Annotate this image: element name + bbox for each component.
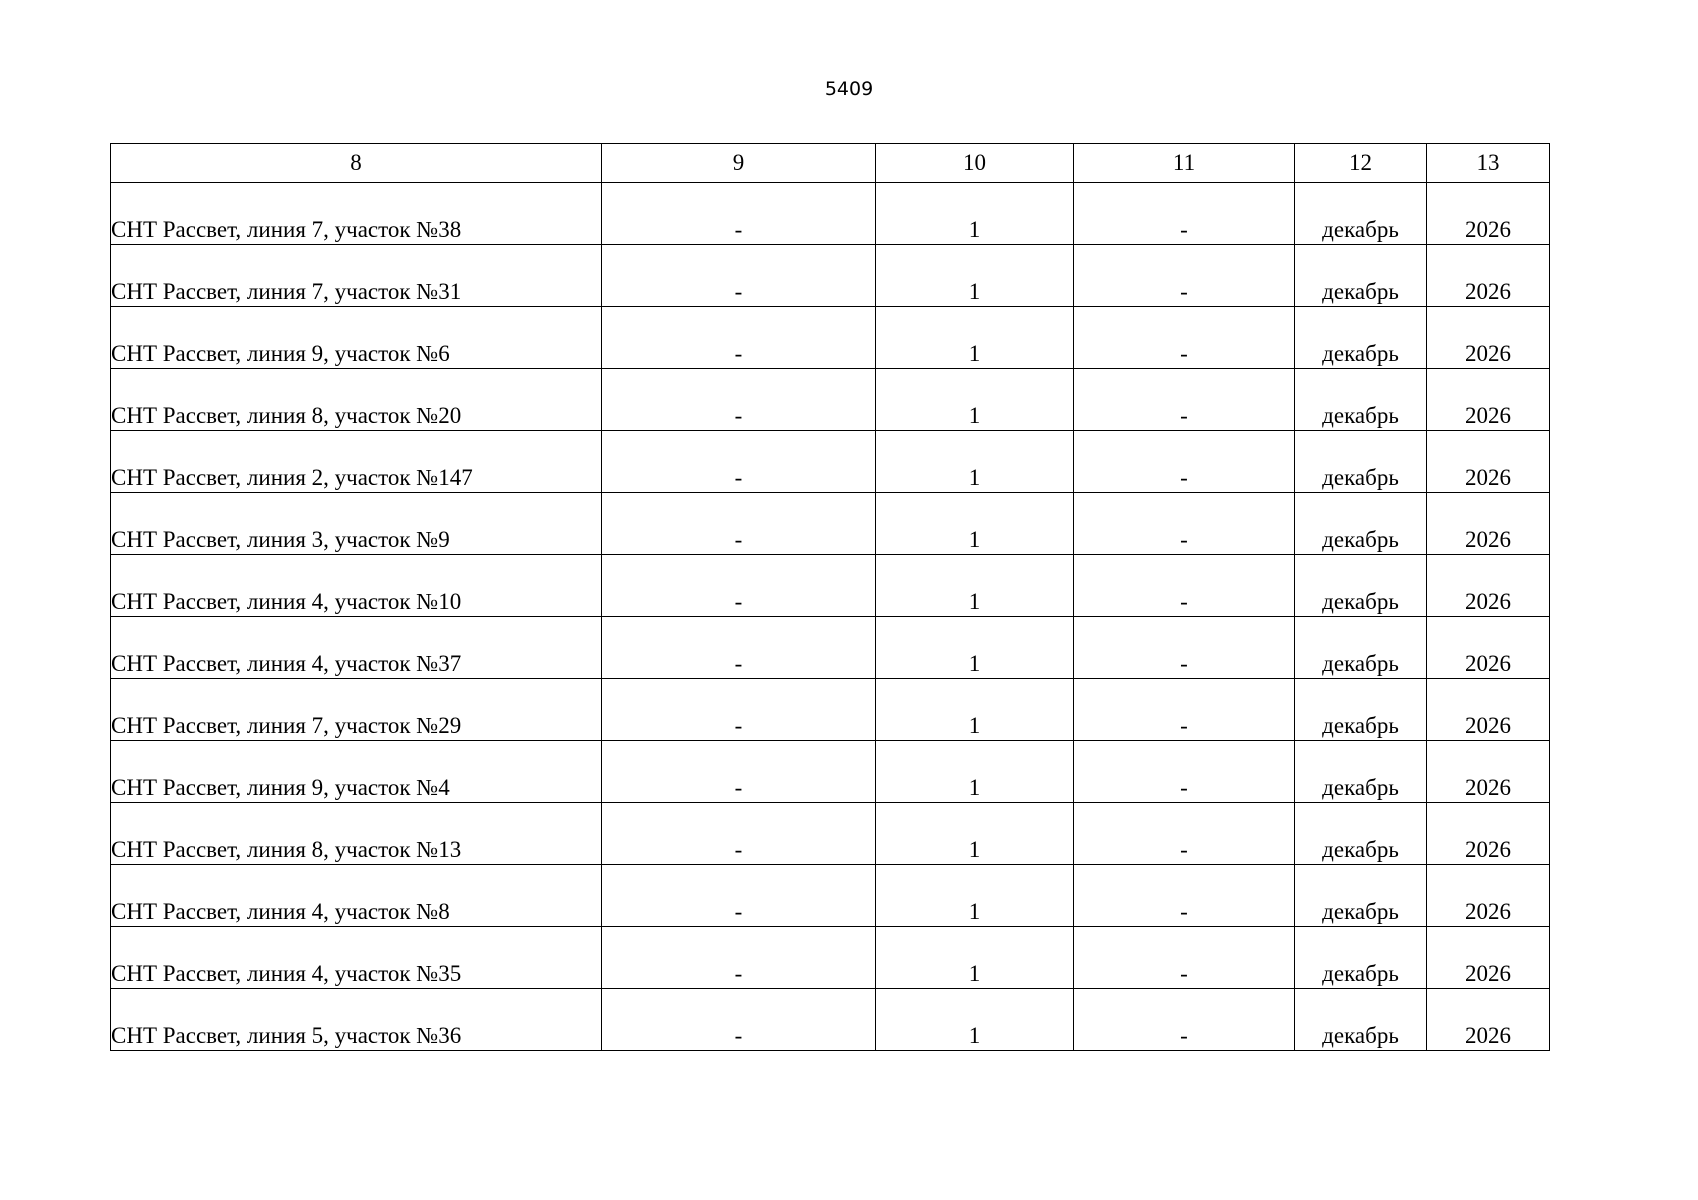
address-cell: СНТ Рассвет, линия 8, участок №13 <box>111 803 602 865</box>
address-cell: СНТ Рассвет, линия 9, участок №4 <box>111 741 602 803</box>
col10-cell: 1 <box>876 989 1074 1051</box>
page-number: 5409 <box>824 78 874 100</box>
address-cell: СНТ Рассвет, линия 4, участок №8 <box>111 865 602 927</box>
col11-cell: - <box>1074 679 1295 741</box>
col11-cell: - <box>1074 927 1295 989</box>
col11-cell: - <box>1074 183 1295 245</box>
year-cell: 2026 <box>1427 369 1550 431</box>
col9-cell: - <box>602 431 876 493</box>
address-cell: СНТ Рассвет, линия 4, участок №10 <box>111 555 602 617</box>
col11-cell: - <box>1074 865 1295 927</box>
col10-cell: 1 <box>876 431 1074 493</box>
col11-cell: - <box>1074 803 1295 865</box>
month-cell: декабрь <box>1295 493 1427 555</box>
col9-cell: - <box>602 679 876 741</box>
col11-cell: - <box>1074 741 1295 803</box>
year-cell: 2026 <box>1427 307 1550 369</box>
col10-cell: 1 <box>876 617 1074 679</box>
col10-cell: 1 <box>876 555 1074 617</box>
schedule-table <box>110 143 1550 1051</box>
address-cell: СНТ Рассвет, линия 5, участок №36 <box>111 989 602 1051</box>
header-cell: 13 <box>1427 144 1550 183</box>
address-cell: СНТ Рассвет, линия 7, участок №38 <box>111 183 602 245</box>
col9-cell: - <box>602 741 876 803</box>
col9-cell: - <box>602 369 876 431</box>
col9-cell: - <box>602 803 876 865</box>
col9-cell: - <box>602 493 876 555</box>
col10-cell: 1 <box>876 865 1074 927</box>
year-cell: 2026 <box>1427 431 1550 493</box>
year-cell: 2026 <box>1427 555 1550 617</box>
table-row <box>111 865 1550 927</box>
year-cell: 2026 <box>1427 245 1550 307</box>
col10-cell: 1 <box>876 369 1074 431</box>
col11-cell: - <box>1074 307 1295 369</box>
col10-cell: 1 <box>876 183 1074 245</box>
year-cell: 2026 <box>1427 741 1550 803</box>
table-row <box>111 493 1550 555</box>
col10-cell: 1 <box>876 741 1074 803</box>
table-row <box>111 803 1550 865</box>
month-cell: декабрь <box>1295 865 1427 927</box>
address-cell: СНТ Рассвет, линия 4, участок №37 <box>111 617 602 679</box>
month-cell: декабрь <box>1295 679 1427 741</box>
month-cell: декабрь <box>1295 803 1427 865</box>
col11-cell: - <box>1074 555 1295 617</box>
month-cell: декабрь <box>1295 431 1427 493</box>
col10-cell: 1 <box>876 493 1074 555</box>
address-cell: СНТ Рассвет, линия 7, участок №31 <box>111 245 602 307</box>
month-cell: декабрь <box>1295 741 1427 803</box>
year-cell: 2026 <box>1427 989 1550 1051</box>
table-row <box>111 183 1550 245</box>
col10-cell: 1 <box>876 679 1074 741</box>
address-cell: СНТ Рассвет, линия 4, участок №35 <box>111 927 602 989</box>
table-row <box>111 679 1550 741</box>
month-cell: декабрь <box>1295 617 1427 679</box>
header-cell: 8 <box>111 144 602 183</box>
address-cell: СНТ Рассвет, линия 3, участок №9 <box>111 493 602 555</box>
table-row <box>111 431 1550 493</box>
year-cell: 2026 <box>1427 803 1550 865</box>
address-cell: СНТ Рассвет, линия 7, участок №29 <box>111 679 602 741</box>
col10-cell: 1 <box>876 245 1074 307</box>
table-row <box>111 989 1550 1051</box>
col11-cell: - <box>1074 369 1295 431</box>
col11-cell: - <box>1074 617 1295 679</box>
year-cell: 2026 <box>1427 493 1550 555</box>
col11-cell: - <box>1074 493 1295 555</box>
table-row <box>111 307 1550 369</box>
col11-cell: - <box>1074 989 1295 1051</box>
col9-cell: - <box>602 927 876 989</box>
col9-cell: - <box>602 183 876 245</box>
month-cell: декабрь <box>1295 307 1427 369</box>
month-cell: декабрь <box>1295 989 1427 1051</box>
col11-cell: - <box>1074 431 1295 493</box>
col9-cell: - <box>602 989 876 1051</box>
table-row <box>111 927 1550 989</box>
year-cell: 2026 <box>1427 617 1550 679</box>
month-cell: декабрь <box>1295 369 1427 431</box>
address-cell: СНТ Рассвет, линия 2, участок №147 <box>111 431 602 493</box>
month-cell: декабрь <box>1295 183 1427 245</box>
year-cell: 2026 <box>1427 865 1550 927</box>
table-row <box>111 617 1550 679</box>
col9-cell: - <box>602 617 876 679</box>
header-cell: 10 <box>876 144 1074 183</box>
col10-cell: 1 <box>876 927 1074 989</box>
table-row <box>111 245 1550 307</box>
month-cell: декабрь <box>1295 555 1427 617</box>
header-cell: 11 <box>1074 144 1295 183</box>
col10-cell: 1 <box>876 803 1074 865</box>
table-row <box>111 741 1550 803</box>
col9-cell: - <box>602 555 876 617</box>
header-cell: 9 <box>602 144 876 183</box>
year-cell: 2026 <box>1427 679 1550 741</box>
table-row <box>111 555 1550 617</box>
month-cell: декабрь <box>1295 927 1427 989</box>
col9-cell: - <box>602 245 876 307</box>
col9-cell: - <box>602 865 876 927</box>
header-row <box>111 144 1550 183</box>
col9-cell: - <box>602 307 876 369</box>
address-cell: СНТ Рассвет, линия 9, участок №6 <box>111 307 602 369</box>
address-cell: СНТ Рассвет, линия 8, участок №20 <box>111 369 602 431</box>
table-row <box>111 369 1550 431</box>
year-cell: 2026 <box>1427 183 1550 245</box>
month-cell: декабрь <box>1295 245 1427 307</box>
header-cell: 12 <box>1295 144 1427 183</box>
year-cell: 2026 <box>1427 927 1550 989</box>
col11-cell: - <box>1074 245 1295 307</box>
col10-cell: 1 <box>876 307 1074 369</box>
